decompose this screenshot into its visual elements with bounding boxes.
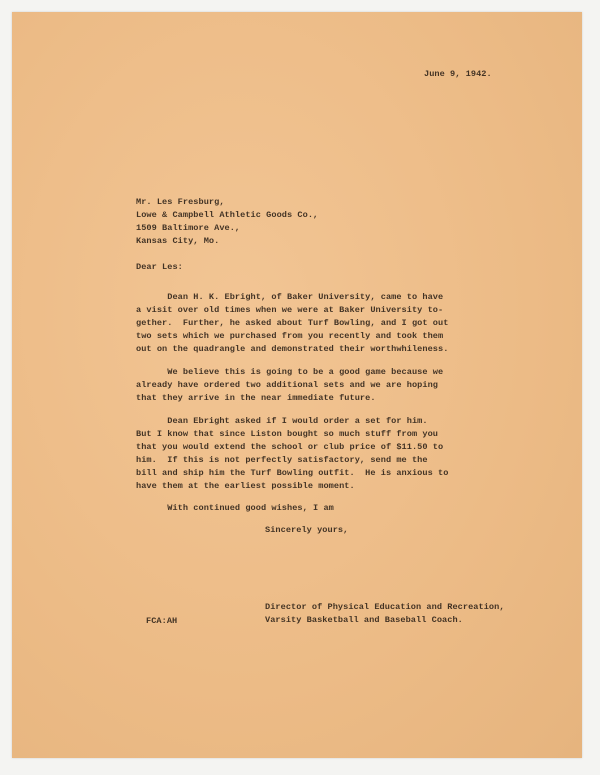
paragraph-line: Dean H. K. Ebright, of Baker University, came to have	[136, 292, 444, 302]
letter-date: June 9, 1942.	[424, 69, 492, 79]
recipient-line: 1509 Baltimore Ave.,	[136, 223, 241, 233]
salutation: Dear Les:	[136, 262, 183, 272]
paragraph-line: two sets which we purchased from you recently and took them	[136, 331, 444, 341]
paragraph-line: out on the quadrangle and demonstrated their worthwhileness.	[136, 344, 449, 354]
signature-title-line: Varsity Basketball and Baseball Coach.	[265, 615, 463, 625]
signature-title-line: Director of Physical Education and Recreation,	[265, 602, 505, 612]
paragraph-line: that they arrive in the near immediate future.	[136, 393, 376, 403]
closing-line: With continued good wishes, I am	[136, 503, 334, 513]
paragraph-line: already have ordered two additional sets and we are hoping	[136, 380, 439, 390]
paragraph-line: have them at the earliest possible moment.	[136, 481, 355, 491]
paragraph-line: But I know that since Liston bought so much stuff from you	[136, 429, 439, 439]
valediction: Sincerely yours,	[265, 525, 349, 535]
paragraph-line: gether. Further, he asked about Turf Bowling, and I got out	[136, 318, 449, 328]
paragraph-line: that you would extend the school or club price of $11.50 to	[136, 442, 444, 452]
recipient-line: Mr. Les Fresburg,	[136, 197, 225, 207]
paragraph-line: bill and ship him the Turf Bowling outfit. He is anxious to	[136, 468, 449, 478]
paragraph-line: We believe this is going to be a good game because we	[136, 367, 444, 377]
recipient-line: Lowe & Campbell Athletic Goods Co.,	[136, 210, 319, 220]
reference-initials: FCA:AH	[146, 616, 178, 626]
paragraph-line: a visit over old times when we were at Baker University to-	[136, 305, 444, 315]
paragraph-line: Dean Ebright asked if I would order a set for him.	[136, 416, 428, 426]
recipient-line: Kansas City, Mo.	[136, 236, 220, 246]
paragraph-line: him. If this is not perfectly satisfactory, send me the	[136, 455, 428, 465]
